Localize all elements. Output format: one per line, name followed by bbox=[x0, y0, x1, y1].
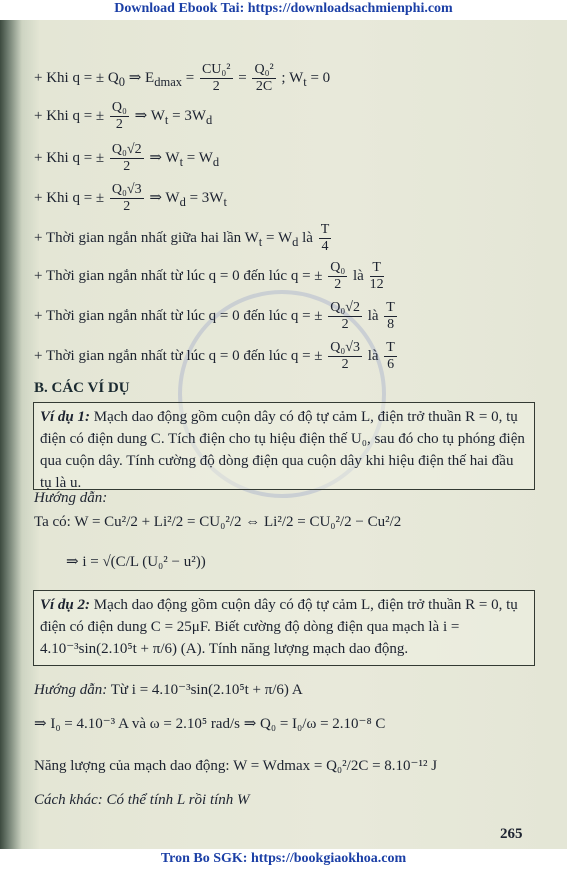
energy-bullet-2: + Khi q = ± $\frac{\text{Q₀}}{2}$ ⇒ $W_t = 3W_d$ bbox=[34, 100, 213, 132]
energy-bullet-4: + Khi q = ± $\frac{\text{Q₀√3}}{2}$ ⇒ $W_d = 3W_t$ bbox=[34, 182, 227, 214]
example-2-text: Mạch dao động gồm cuộn dây có độ tự cảm L, điện trở thuần R = 0, tụ điện có điện dung C = 25μF. Biết cường độ dòng điện qua mạch là i = 4.10⁻³sin(2.10⁵t + π/6) (A). Tính năng lượng mạch dao động. bbox=[40, 597, 518, 657]
time-bullet-1: + Thời gian ngắn nhất giữa hai lần $W_t = W_d$ là $\frac{T}{4}$ bbox=[34, 222, 330, 254]
guide-2-line-3: Năng lượng của mạch dao động: W = Wdmax = Q₀²/2C = 8.10⁻¹² J bbox=[34, 758, 438, 774]
example-1-box bbox=[33, 402, 535, 490]
guide-2-line-4: Cách khác: Có thể tính L rồi tính W bbox=[34, 792, 250, 808]
time-bullet-2: + Thời gian ngắn nhất từ lúc q = 0 đến lúc q = ± $\frac{\text{Q₀}}{2}$ là $\frac{T}{12}$ bbox=[34, 260, 384, 292]
guide-1-line-2: ⇒ i = √(C/L (U₀² − u²)) bbox=[66, 554, 206, 570]
example-2-box bbox=[33, 590, 535, 666]
energy-bullet-3: + Khi q = ± $\frac{\text{Q₀√2}}{2}$ ⇒ $W_t = W_d$ bbox=[34, 142, 220, 174]
example-1-label: Ví dụ 1: bbox=[40, 409, 91, 425]
guide-1-label: Hướng dẫn: bbox=[34, 490, 108, 506]
section-heading: B. CÁC VÍ DỤ bbox=[34, 380, 130, 396]
energy-bullet-1: + Khi q = ± $Q_0$ ⇒ $E_{dmax}$ = $\frac{\text{CU₀²}}{2}$ = $\frac{\text{Q₀²}}{2C}$ ; $W_t = 0$ bbox=[34, 62, 331, 94]
time-bullet-4: + Thời gian ngắn nhất từ lúc q = 0 đến lúc q = ± $\frac{\text{Q₀√3}}{2}$ là $\frac{T}{6}$ bbox=[34, 340, 395, 372]
guide-2-line-1: Hướng dẫn: Từ i = 4.10⁻³sin(2.10⁵t + π/6) A bbox=[34, 682, 303, 698]
guide-2-line-2: ⇒ I₀ = 4.10⁻³ A và ω = 2.10⁵ rad/s ⇒ Q₀ = I₀/ω = 2.10⁻⁸ C bbox=[34, 716, 386, 732]
guide-1-line-1: Ta có: W = Cu²/2 + Li²/2 = CU₀²/2 ⇔ Li²/2 = CU₀²/2 − Cu²/2 bbox=[34, 514, 402, 530]
example-1-text: Mạch dao động gồm cuộn dây có độ tự cảm L, điện trở thuần R = 0, tụ điện có điện dung C. Tích điện cho tụ hiệu điện thế U₀, sau đó cho tụ phóng điện qua cuộn dây. Tính cường độ dòng điện qua cuộn dây khi hiệu điện thế hai đầu tụ là u. bbox=[40, 409, 525, 491]
page-number: 265 bbox=[500, 826, 523, 842]
header-link[interactable]: Download Ebook Tai: https://downloadsachmienphi.com bbox=[0, 0, 567, 20]
example-2-label: Ví dụ 2: bbox=[40, 597, 91, 613]
time-bullet-3: + Thời gian ngắn nhất từ lúc q = 0 đến lúc q = ± $\frac{\text{Q₀√2}}{2}$ là $\frac{T}{8}$ bbox=[34, 300, 395, 332]
footer-link[interactable]: Tron Bo SGK: https://bookgiaokhoa.com bbox=[0, 849, 567, 869]
